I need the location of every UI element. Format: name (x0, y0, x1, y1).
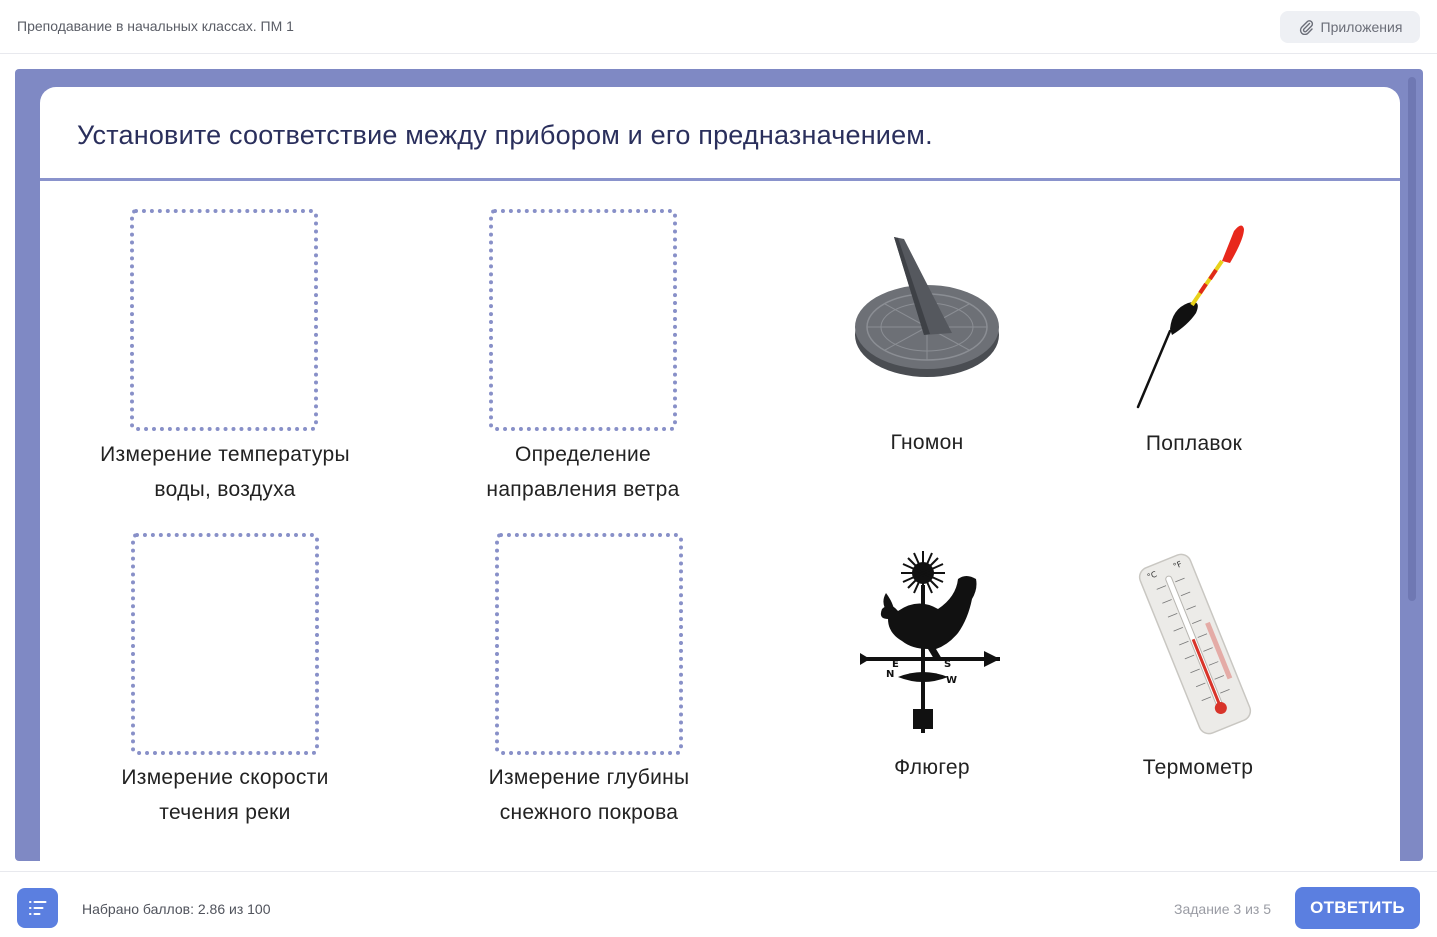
svg-text:E: E (892, 659, 899, 670)
drop-target-temperature[interactable] (130, 209, 318, 431)
item-label-float: Поплавок (1145, 432, 1243, 455)
score-text: Набрано баллов: 2.86 из 100 (82, 901, 271, 917)
attachments-label: Приложения (1320, 19, 1403, 35)
item-label-weathervane: Флюгер (894, 756, 970, 779)
drop-target-wind-direction[interactable] (489, 209, 677, 431)
svg-text:°C: °C (1145, 569, 1159, 582)
target-label-temperature: Измерение температуры воды, воздуха (100, 443, 350, 501)
drop-target-snow-depth[interactable] (495, 533, 683, 755)
svg-text:N: N (886, 669, 895, 680)
attachments-button[interactable] (1280, 11, 1420, 43)
task-list-button[interactable] (17, 888, 58, 928)
paperclip-icon (1298, 19, 1314, 35)
fishing-float-icon[interactable] (1130, 221, 1260, 411)
svg-text:°F: °F (1171, 559, 1184, 572)
top-bar (0, 0, 1437, 54)
svg-text:S: S (944, 659, 952, 670)
scrollbar-thumb[interactable] (1408, 77, 1416, 601)
item-label-gnomon: Гномон (890, 431, 964, 454)
sundial-icon[interactable] (852, 235, 1002, 385)
thermometer-icon[interactable] (1120, 549, 1270, 739)
svg-text:W: W (946, 675, 958, 686)
target-label-river-speed: Измерение скорости течения реки (121, 766, 329, 824)
drop-target-river-speed[interactable] (131, 533, 319, 755)
question-card (40, 87, 1400, 861)
item-label-thermometer: Термометр (1142, 756, 1254, 779)
task-frame (15, 69, 1423, 861)
bottom-bar (0, 871, 1437, 937)
course-title: Преподавание в начальных классах. ПМ 1 (17, 18, 294, 34)
question-divider (40, 178, 1400, 181)
answer-button[interactable]: ОТВЕТИТЬ (1295, 887, 1420, 929)
target-label-snow-depth: Измерение глубины снежного покрова (488, 766, 690, 824)
target-label-wind-direction: Определение направления ветра (486, 443, 680, 501)
task-counter: Задание 3 из 5 (1174, 901, 1272, 917)
list-menu-icon (29, 901, 47, 915)
weathervane-icon[interactable] (858, 549, 1004, 739)
question-text: Установите соответствие между прибором и его предназначением. (77, 120, 933, 150)
